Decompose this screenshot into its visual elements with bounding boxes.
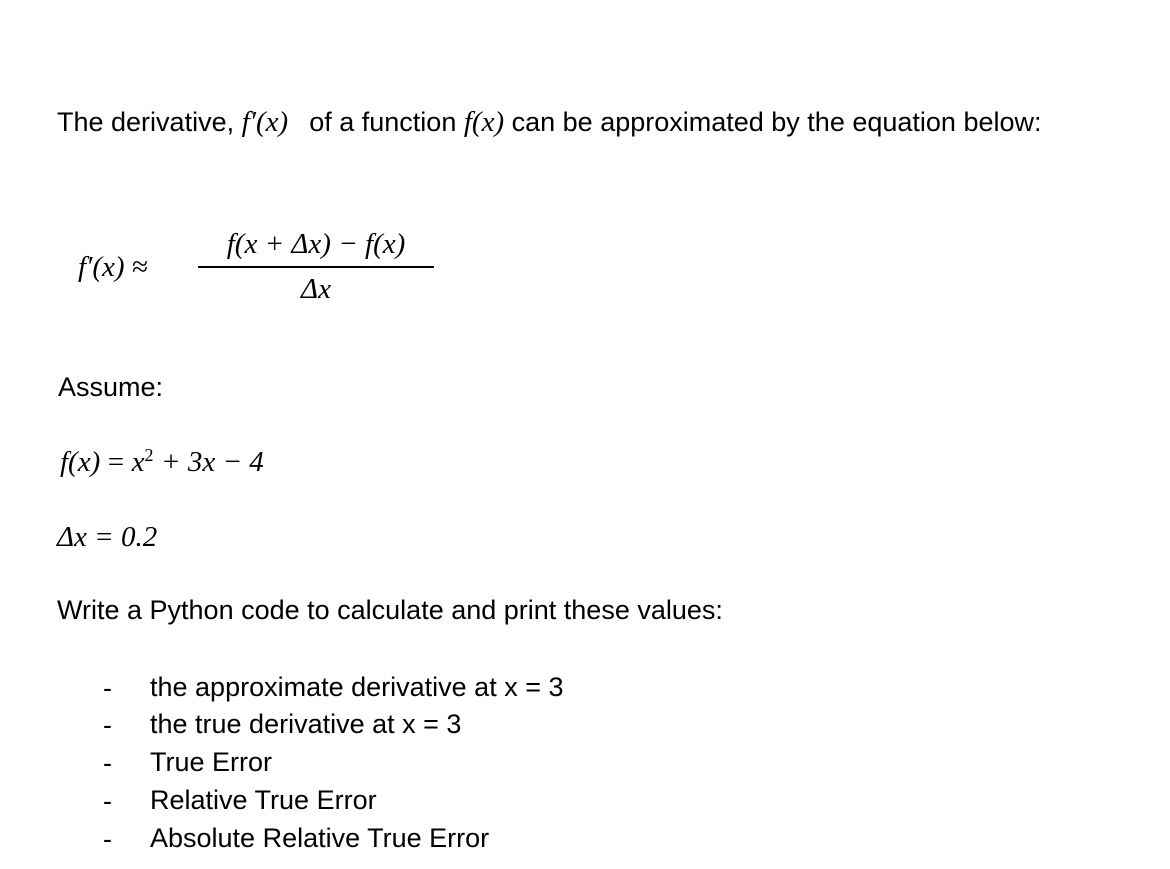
assume-label: Assume:: [58, 372, 164, 402]
function-rest: + 3x − 4: [161, 446, 264, 478]
bullet-marker: -: [103, 710, 112, 740]
intro-fprime: f′(x): [241, 106, 289, 138]
list-item-relative-true-error: Relative True Error: [150, 785, 377, 815]
function-equals: =: [107, 446, 125, 478]
bullet-marker: -: [103, 824, 112, 854]
formula-denominator: Δx: [301, 273, 331, 305]
intro-f: f(x): [463, 106, 505, 138]
bullet-marker: -: [103, 673, 112, 703]
intro-suffix: can be approximated by the equation below:: [511, 107, 1042, 137]
formula-lhs-group: [78, 253, 148, 282]
intro-sentence: [57, 108, 1042, 137]
formula-lhs: f′(x): [78, 251, 125, 283]
fraction-bar: [198, 266, 434, 268]
function-lhs: f(x): [60, 446, 101, 478]
intro-prefix: The derivative,: [57, 107, 235, 137]
formula-approx: ≈: [132, 251, 149, 283]
task-statement: Write a Python code to calculate and print these values:: [57, 595, 723, 625]
list-item-absolute-relative-true-error: Absolute Relative True Error: [150, 823, 490, 853]
bullet-marker: -: [103, 786, 112, 816]
bullet-marker: -: [103, 748, 112, 778]
list-item-true-error: True Error: [150, 747, 273, 777]
function-exponent: 2: [144, 445, 154, 465]
list-item-true-derivative: the true derivative at x = 3: [150, 709, 462, 739]
function-base: x: [131, 446, 145, 478]
function-definition: [60, 445, 264, 478]
intro-middle: of a function: [309, 107, 457, 137]
delta-definition: Δx = 0.2: [57, 521, 158, 553]
formula-numerator: f(x + Δx) − f(x): [226, 228, 406, 260]
list-item-approx-derivative: the approximate derivative at x = 3: [150, 672, 564, 702]
